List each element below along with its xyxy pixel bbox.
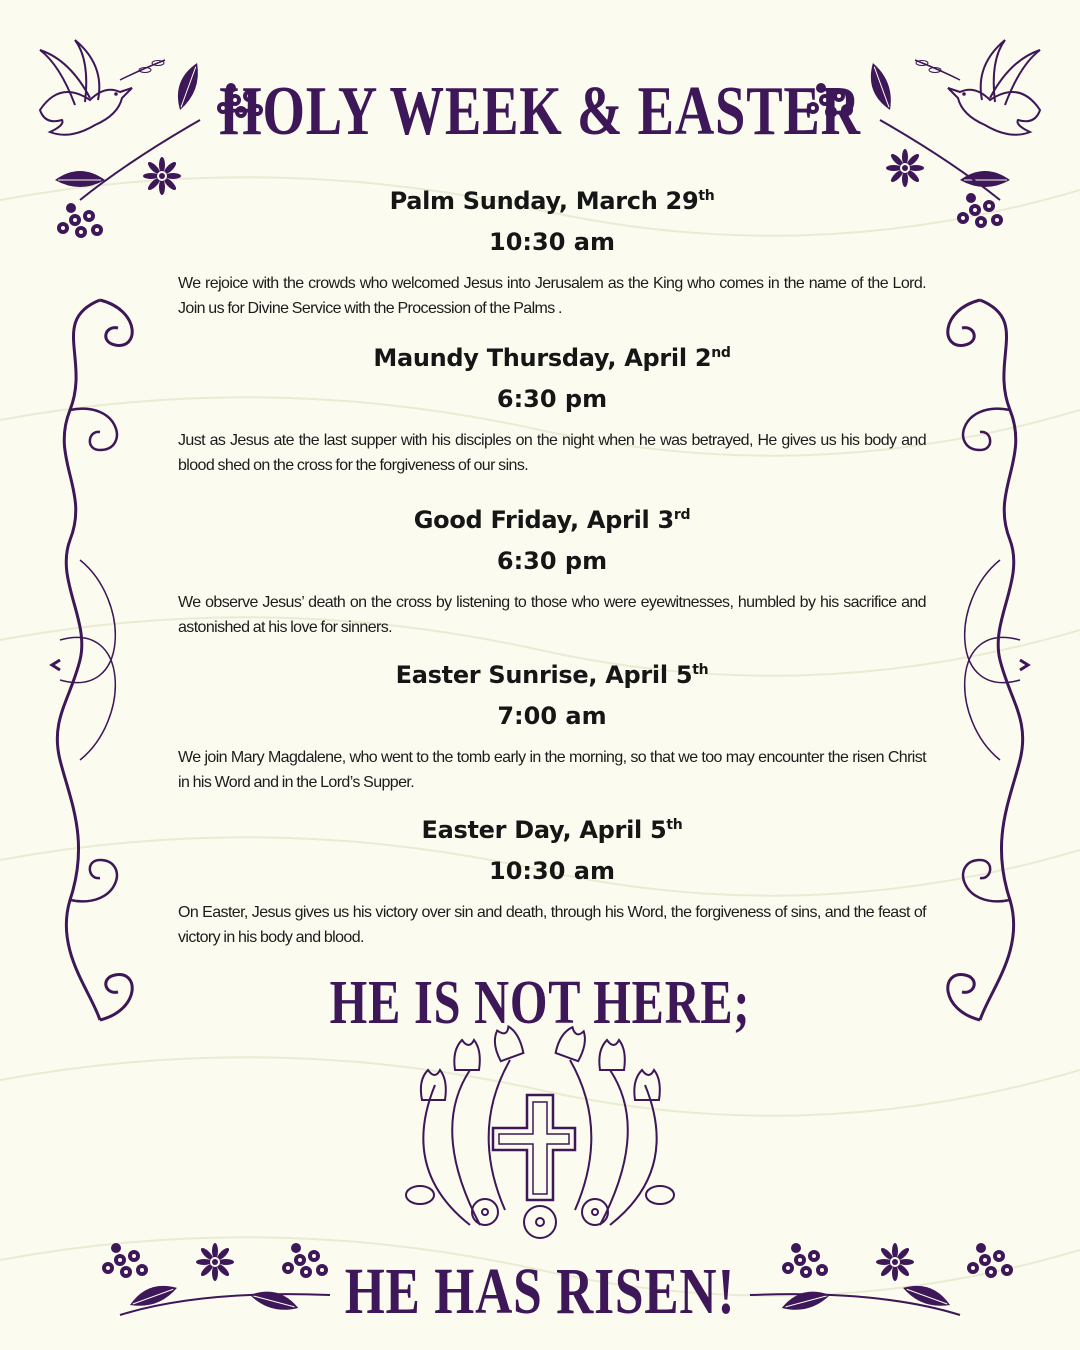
event-time: 10:30 am — [489, 228, 615, 256]
event-heading — [178, 343, 926, 373]
event-heading — [178, 660, 926, 690]
event-palm-sunday — [178, 186, 926, 321]
event-name: Maundy Thursday, April 2 — [373, 344, 712, 372]
event-name: Easter Day, April 5 — [421, 816, 667, 844]
closing-line-1: HE IS NOT HERE; — [329, 969, 751, 1037]
event-easter-day — [178, 815, 926, 950]
event-description: We observe Jesus’ death on the cross by listening to those who were eyewitnesses, humbled by his sacrifice and astonished at his love for sinners. — [178, 594, 926, 636]
event-date-suffix: th — [698, 188, 715, 204]
event-date-suffix: th — [666, 817, 683, 833]
leaf-icon — [960, 171, 1010, 187]
event-description: Just as Jesus ate the last supper with his disciples on the night when he was betrayed, He gives us his body and blood shed on the cross for the forgiveness of our sins. — [178, 432, 926, 474]
daisy-icon — [886, 149, 924, 187]
closing-line-2: HE HAS RISEN! — [344, 1255, 736, 1328]
flower-cluster-icon — [967, 1243, 1013, 1278]
tulip-wreath-icon — [406, 1025, 674, 1238]
event-name: Easter Sunrise, April 5 — [395, 661, 693, 689]
event-name: Good Friday, April 3 — [413, 506, 674, 534]
event-good-friday — [178, 505, 926, 640]
page-title: HOLY WEEK & EASTER — [219, 73, 861, 150]
event-maundy-thursday — [178, 343, 926, 478]
swirl-flourish-icon — [948, 300, 1028, 1020]
event-easter-sunrise — [178, 660, 926, 795]
event-description: On Easter, Jesus gives us his victory over sin and death, through his Word, the forgiveness of sins, and the feast of victory in his body and blood. — [178, 904, 926, 946]
leaf-icon — [55, 171, 105, 187]
event-heading — [178, 505, 926, 535]
event-description: We rejoice with the crowds who welcomed Jesus into Jerusalem as the King who comes in the name of the Lord. Join us for Divine Service with the Procession of the Palms . — [178, 275, 926, 317]
event-name: Palm Sunday, March 29 — [389, 187, 699, 215]
event-heading — [178, 186, 926, 216]
event-time: 7:00 am — [497, 702, 607, 730]
event-heading — [178, 815, 926, 845]
event-time: 6:30 pm — [496, 547, 608, 575]
flower-cluster-icon — [57, 203, 103, 238]
event-time: 6:30 pm — [496, 385, 608, 413]
event-date-suffix: nd — [711, 345, 731, 361]
swirl-flourish-icon — [52, 300, 132, 1020]
event-time: 10:30 am — [489, 857, 615, 885]
event-date-suffix: th — [692, 662, 709, 678]
event-date-suffix: rd — [673, 507, 691, 523]
dove-icon — [948, 40, 1040, 135]
daisy-icon — [143, 157, 181, 195]
flower-cluster-icon — [957, 193, 1003, 228]
cross-icon — [493, 1095, 575, 1200]
event-description: We join Mary Magdalene, who went to the tomb early in the morning, so that we too may encounter the risen Christ in his Word and in the Lord’s Supper. — [178, 749, 926, 791]
